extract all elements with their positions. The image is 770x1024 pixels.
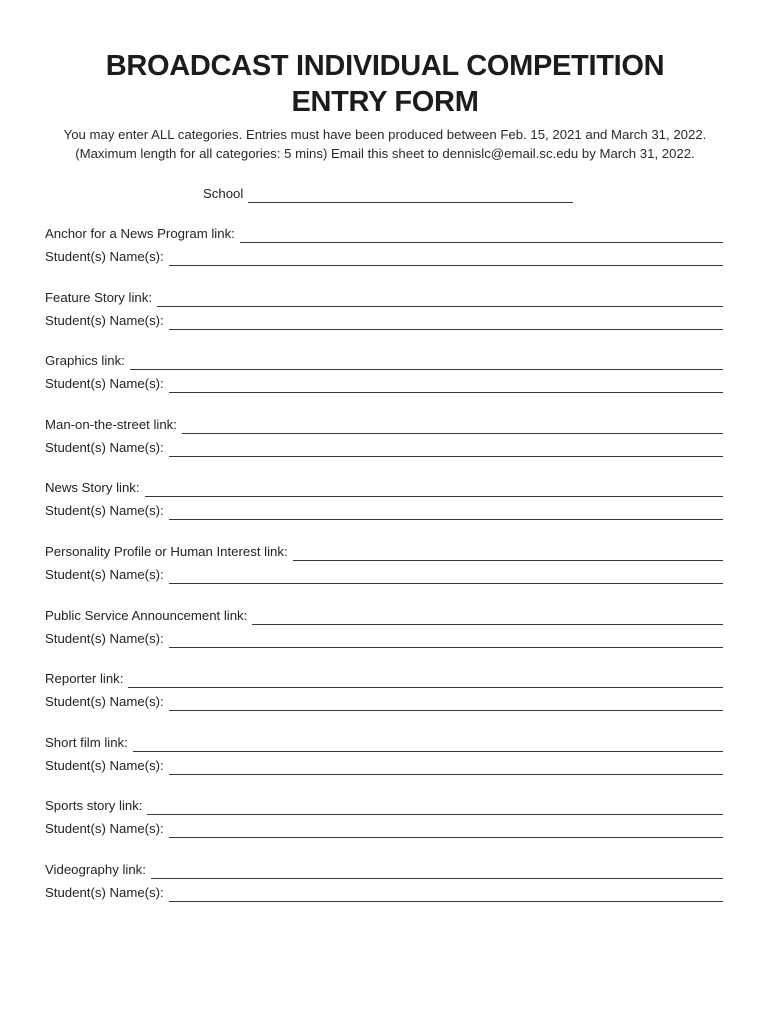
link-label: Public Service Announcement link:	[45, 607, 248, 623]
instructions-line-2: (Maximum length for all categories: 5 mins) Email this sheet to dennislc@email.sc.edu by March 31, 2022.	[75, 146, 695, 161]
school-label: School	[203, 186, 244, 201]
student-names-label: Student(s) Name(s):	[45, 821, 164, 837]
link-label: Feature Story link:	[45, 289, 153, 305]
link-blank-line[interactable]	[182, 419, 723, 434]
category-entries	[45, 223, 723, 923]
student-names-field	[45, 310, 723, 330]
student-names-label: Student(s) Name(s):	[45, 503, 164, 519]
student-names-blank-line[interactable]	[169, 442, 723, 457]
student-names-blank-line[interactable]	[169, 760, 723, 775]
student-names-blank-line[interactable]	[169, 315, 723, 330]
link-blank-line[interactable]	[130, 355, 723, 370]
link-field	[45, 414, 723, 434]
student-names-label: Student(s) Name(s):	[45, 376, 164, 392]
link-blank-line[interactable]	[252, 610, 723, 625]
category-entry	[45, 859, 723, 923]
student-names-blank-line[interactable]	[169, 251, 723, 266]
form-title-line-1: BROADCAST INDIVIDUAL COMPETITION	[105, 50, 665, 82]
link-blank-line[interactable]	[240, 228, 723, 243]
link-field	[45, 287, 723, 307]
student-names-label: Student(s) Name(s):	[45, 694, 164, 710]
link-blank-line[interactable]	[151, 864, 723, 879]
category-entry	[45, 732, 723, 796]
student-names-blank-line[interactable]	[169, 505, 723, 520]
form-title	[0, 48, 770, 120]
link-label: Man-on-the-street link:	[45, 416, 177, 432]
link-field	[45, 668, 723, 688]
instructions-line-1: You may enter ALL categories. Entries must have been produced between Feb. 15, 2021 and March 31, 2022.	[63, 127, 707, 142]
category-entry	[45, 287, 723, 351]
category-entry	[45, 795, 723, 859]
student-names-label: Student(s) Name(s):	[45, 249, 164, 264]
student-names-label: Student(s) Name(s):	[45, 757, 164, 773]
link-field	[45, 732, 723, 752]
link-blank-line[interactable]	[147, 800, 723, 815]
form-instructions	[0, 125, 770, 163]
link-label: Videography link:	[45, 861, 146, 877]
link-label: Anchor for a News Program link:	[45, 226, 235, 241]
form-title-line-2: ENTRY FORM	[291, 86, 479, 118]
link-blank-line[interactable]	[293, 546, 723, 561]
link-label: Reporter link:	[45, 671, 124, 687]
link-field	[45, 795, 723, 815]
school-blank-line[interactable]	[248, 188, 573, 203]
student-names-blank-line[interactable]	[169, 569, 723, 584]
category-entry	[45, 668, 723, 732]
category-entry	[45, 223, 723, 287]
link-field	[45, 477, 723, 497]
category-entry	[45, 541, 723, 605]
link-blank-line[interactable]	[157, 292, 723, 307]
student-names-label: Student(s) Name(s):	[45, 439, 164, 455]
link-field	[45, 223, 723, 243]
student-names-blank-line[interactable]	[169, 823, 723, 838]
link-label: Short film link:	[45, 734, 128, 750]
link-label: Sports story link:	[45, 798, 143, 814]
link-field	[45, 541, 723, 561]
student-names-blank-line[interactable]	[169, 887, 723, 902]
link-blank-line[interactable]	[145, 482, 723, 497]
category-entry	[45, 477, 723, 541]
school-field	[203, 183, 573, 203]
student-names-field	[45, 628, 723, 648]
student-names-field	[45, 691, 723, 711]
link-label: Personality Profile or Human Interest link:	[45, 543, 288, 559]
link-label: Graphics link:	[45, 353, 125, 369]
link-field	[45, 350, 723, 370]
student-names-field	[45, 755, 723, 775]
student-names-field	[45, 564, 723, 584]
student-names-field	[45, 500, 723, 520]
link-field	[45, 859, 723, 879]
category-entry	[45, 350, 723, 414]
student-names-field	[45, 373, 723, 393]
student-names-blank-line[interactable]	[169, 378, 723, 393]
student-names-label: Student(s) Name(s):	[45, 630, 164, 646]
student-names-blank-line[interactable]	[169, 633, 723, 648]
category-entry	[45, 414, 723, 478]
link-label: News Story link:	[45, 480, 140, 496]
link-field	[45, 605, 723, 625]
student-names-blank-line[interactable]	[169, 696, 723, 711]
link-blank-line[interactable]	[133, 737, 723, 752]
student-names-label: Student(s) Name(s):	[45, 884, 164, 900]
category-entry	[45, 605, 723, 669]
student-names-label: Student(s) Name(s):	[45, 566, 164, 582]
student-names-field	[45, 818, 723, 838]
link-blank-line[interactable]	[128, 673, 723, 688]
student-names-field	[45, 882, 723, 902]
student-names-field	[45, 437, 723, 457]
student-names-label: Student(s) Name(s):	[45, 312, 164, 328]
student-names-field	[45, 246, 723, 266]
